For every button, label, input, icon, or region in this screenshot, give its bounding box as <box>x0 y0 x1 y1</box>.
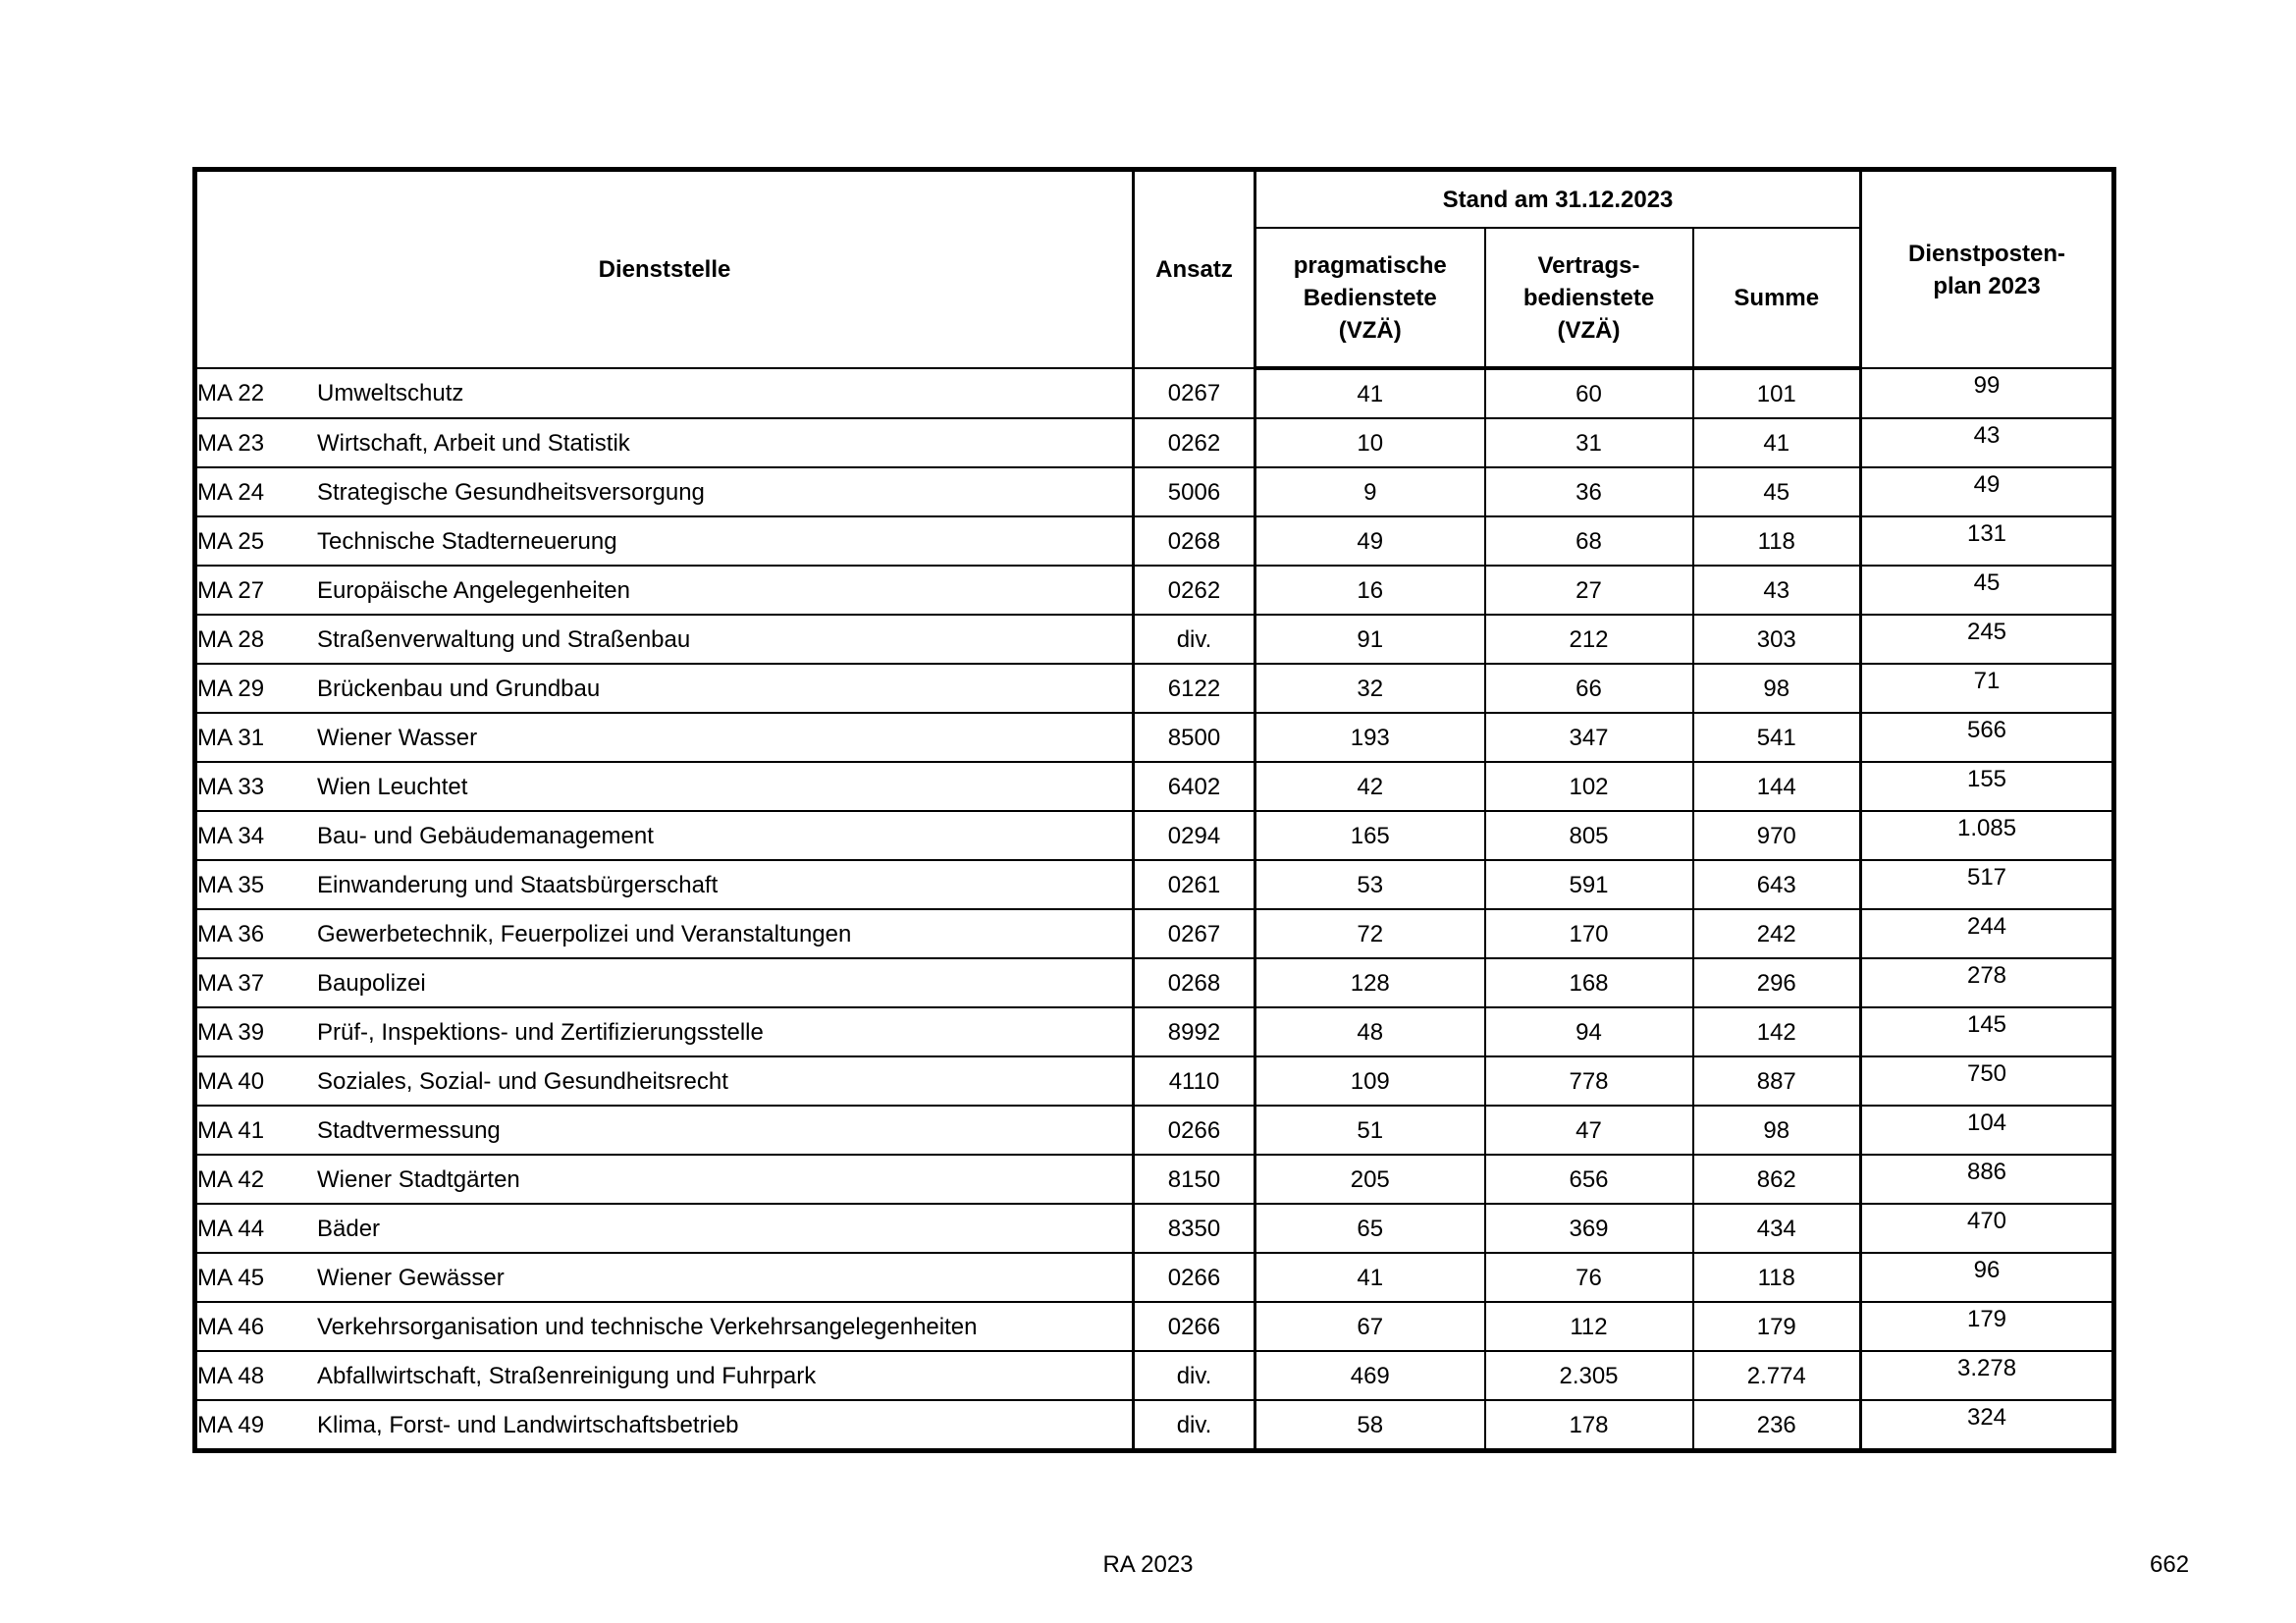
cell-ansatz: 8500 <box>1134 713 1255 762</box>
org-name: Stadtvermessung <box>317 1116 501 1144</box>
cell-ansatz: div. <box>1134 615 1255 664</box>
org-code: MA 39 <box>197 1018 265 1046</box>
cell-pragmatisch: 165 <box>1255 811 1485 860</box>
cell-dienstpostenplan: 244 <box>1861 909 2114 958</box>
cell-pragmatisch: 193 <box>1255 713 1485 762</box>
cell-dienstpostenplan: 155 <box>1861 762 2114 811</box>
cell-dienstpostenplan: 324 <box>1861 1400 2114 1451</box>
cell-pragmatisch: 10 <box>1255 418 1485 467</box>
table-row <box>195 811 2114 860</box>
org-code: MA 35 <box>197 871 265 898</box>
table-row <box>195 1007 2114 1056</box>
cell-ansatz: 0266 <box>1134 1302 1255 1351</box>
cell-vertrag: 212 <box>1485 615 1693 664</box>
org-name: Wiener Wasser <box>317 724 478 751</box>
cell-ansatz: 0268 <box>1134 516 1255 566</box>
cell-dienststelle <box>195 516 1134 566</box>
cell-pragmatisch: 32 <box>1255 664 1485 713</box>
cell-dienstpostenplan: 145 <box>1861 1007 2114 1056</box>
table-row <box>195 1302 2114 1351</box>
org-code: MA 22 <box>197 380 265 406</box>
table-row <box>195 713 2114 762</box>
cell-vertrag: 112 <box>1485 1302 1693 1351</box>
org-code: MA 41 <box>197 1116 265 1144</box>
staff-table <box>192 167 2116 1453</box>
header-pragmatisch-line-3: (VZÄ) <box>1338 316 1402 344</box>
cell-vertrag: 76 <box>1485 1253 1693 1302</box>
cell-dienstpostenplan: 245 <box>1861 615 2114 664</box>
cell-pragmatisch: 91 <box>1255 615 1485 664</box>
header-summe: Summe <box>1693 228 1861 368</box>
cell-summe: 41 <box>1693 418 1861 467</box>
cell-ansatz: 0266 <box>1134 1253 1255 1302</box>
cell-dienststelle <box>195 1302 1134 1351</box>
cell-ansatz: 0268 <box>1134 958 1255 1007</box>
header-vertrag-line-2: bedienstete <box>1522 284 1655 311</box>
cell-vertrag: 591 <box>1485 860 1693 909</box>
cell-summe: 142 <box>1693 1007 1861 1056</box>
cell-dienststelle <box>195 1056 1134 1106</box>
cell-ansatz: 0262 <box>1134 566 1255 615</box>
cell-ansatz: 0262 <box>1134 418 1255 467</box>
org-name: Technische Stadterneuerung <box>317 527 617 555</box>
cell-ansatz: 0267 <box>1134 368 1255 418</box>
cell-dienstpostenplan: 71 <box>1861 664 2114 713</box>
cell-dienststelle <box>195 1253 1134 1302</box>
table-row <box>195 860 2114 909</box>
cell-vertrag: 47 <box>1485 1106 1693 1155</box>
org-name: Abfallwirtschaft, Straßenreinigung und Fuhrpark <box>317 1362 817 1389</box>
cell-pragmatisch: 205 <box>1255 1155 1485 1204</box>
cell-dienststelle <box>195 811 1134 860</box>
org-name: Bäder <box>317 1215 381 1242</box>
table-row <box>195 467 2114 516</box>
cell-dienstpostenplan: 3.278 <box>1861 1351 2114 1400</box>
org-name: Prüf-, Inspektions- und Zertifizierungsstelle <box>317 1018 764 1046</box>
header-vertrag <box>1485 228 1693 368</box>
cell-pragmatisch: 48 <box>1255 1007 1485 1056</box>
org-code: MA 46 <box>197 1313 265 1340</box>
cell-vertrag: 347 <box>1485 713 1693 762</box>
org-name: Wiener Gewässer <box>317 1264 505 1291</box>
org-name: Gewerbetechnik, Feuerpolizei und Veranstaltungen <box>317 920 852 947</box>
header-ansatz: Ansatz <box>1134 170 1255 369</box>
cell-ansatz: 8992 <box>1134 1007 1255 1056</box>
table-row <box>195 418 2114 467</box>
cell-summe: 887 <box>1693 1056 1861 1106</box>
cell-vertrag: 805 <box>1485 811 1693 860</box>
cell-pragmatisch: 41 <box>1255 368 1485 418</box>
org-code: MA 42 <box>197 1165 265 1193</box>
org-code: MA 28 <box>197 625 265 653</box>
table-row <box>195 1400 2114 1451</box>
cell-vertrag: 60 <box>1485 368 1693 418</box>
org-code: MA 44 <box>197 1215 265 1242</box>
table-row <box>195 909 2114 958</box>
table-row <box>195 516 2114 566</box>
org-name: Europäische Angelegenheiten <box>317 576 630 604</box>
cell-dienststelle <box>195 1106 1134 1155</box>
cell-ansatz: 6402 <box>1134 762 1255 811</box>
header-dienststelle: Dienststelle <box>195 170 1134 369</box>
cell-summe: 236 <box>1693 1400 1861 1451</box>
cell-pragmatisch: 128 <box>1255 958 1485 1007</box>
cell-ansatz: 0261 <box>1134 860 1255 909</box>
table-row <box>195 1204 2114 1253</box>
cell-ansatz: 6122 <box>1134 664 1255 713</box>
cell-vertrag: 68 <box>1485 516 1693 566</box>
cell-dienstpostenplan: 179 <box>1861 1302 2114 1351</box>
header-dienstpostenplan <box>1861 170 2114 369</box>
header-plan-line-2: plan 2023 <box>1933 272 2041 299</box>
header-pragmatisch-line-2: Bedienstete <box>1303 284 1437 311</box>
cell-pragmatisch: 65 <box>1255 1204 1485 1253</box>
org-name: Strategische Gesundheitsversorgung <box>317 478 705 506</box>
table-row <box>195 1351 2114 1400</box>
cell-dienstpostenplan: 750 <box>1861 1056 2114 1106</box>
cell-vertrag: 66 <box>1485 664 1693 713</box>
cell-ansatz: 0267 <box>1134 909 1255 958</box>
cell-dienstpostenplan: 278 <box>1861 958 2114 1007</box>
cell-vertrag: 778 <box>1485 1056 1693 1106</box>
table-body <box>195 368 2114 1451</box>
cell-dienststelle <box>195 909 1134 958</box>
org-code: MA 31 <box>197 724 265 751</box>
cell-summe: 970 <box>1693 811 1861 860</box>
cell-pragmatisch: 42 <box>1255 762 1485 811</box>
cell-dienstpostenplan: 96 <box>1861 1253 2114 1302</box>
cell-dienststelle <box>195 1400 1134 1451</box>
cell-dienststelle <box>195 418 1134 467</box>
cell-vertrag: 170 <box>1485 909 1693 958</box>
cell-dienstpostenplan: 470 <box>1861 1204 2114 1253</box>
cell-vertrag: 27 <box>1485 566 1693 615</box>
table-row <box>195 1056 2114 1106</box>
cell-pragmatisch: 67 <box>1255 1302 1485 1351</box>
org-name: Soziales, Sozial- und Gesundheitsrecht <box>317 1067 728 1095</box>
org-code: MA 37 <box>197 969 265 997</box>
cell-ansatz: 4110 <box>1134 1056 1255 1106</box>
org-name: Wien Leuchtet <box>317 773 468 800</box>
org-code: MA 24 <box>197 478 265 506</box>
cell-pragmatisch: 9 <box>1255 467 1485 516</box>
footer-title: RA 2023 <box>1102 1551 1194 1578</box>
org-name: Wiener Stadtgärten <box>317 1165 520 1193</box>
cell-dienstpostenplan: 49 <box>1861 467 2114 516</box>
header-stand-group: Stand am 31.12.2023 <box>1255 170 1861 229</box>
cell-ansatz: 8150 <box>1134 1155 1255 1204</box>
header-vertrag-line-3: (VZÄ) <box>1557 316 1621 344</box>
cell-vertrag: 94 <box>1485 1007 1693 1056</box>
cell-dienststelle <box>195 1204 1134 1253</box>
table-row <box>195 664 2114 713</box>
header-plan-line-1: Dienstposten- <box>1908 240 2066 267</box>
header-vertrag-line-1: Vertrags- <box>1537 251 1640 279</box>
cell-pragmatisch: 41 <box>1255 1253 1485 1302</box>
cell-summe: 45 <box>1693 467 1861 516</box>
org-name: Straßenverwaltung und Straßenbau <box>317 625 691 653</box>
org-code: MA 40 <box>197 1067 265 1095</box>
cell-dienststelle <box>195 1155 1134 1204</box>
cell-dienststelle <box>195 664 1134 713</box>
cell-ansatz: 8350 <box>1134 1204 1255 1253</box>
table-row <box>195 566 2114 615</box>
cell-summe: 303 <box>1693 615 1861 664</box>
cell-vertrag: 369 <box>1485 1204 1693 1253</box>
cell-dienststelle <box>195 1007 1134 1056</box>
cell-dienstpostenplan: 99 <box>1861 368 2114 418</box>
cell-summe: 179 <box>1693 1302 1861 1351</box>
cell-summe: 144 <box>1693 762 1861 811</box>
header-pragmatisch <box>1255 228 1485 368</box>
org-name: Wirtschaft, Arbeit und Statistik <box>317 429 630 457</box>
cell-vertrag: 2.305 <box>1485 1351 1693 1400</box>
cell-dienstpostenplan: 43 <box>1861 418 2114 467</box>
cell-summe: 643 <box>1693 860 1861 909</box>
cell-dienstpostenplan: 131 <box>1861 516 2114 566</box>
cell-pragmatisch: 469 <box>1255 1351 1485 1400</box>
table-row <box>195 1253 2114 1302</box>
cell-dienststelle <box>195 368 1134 418</box>
cell-vertrag: 178 <box>1485 1400 1693 1451</box>
cell-vertrag: 168 <box>1485 958 1693 1007</box>
cell-pragmatisch: 51 <box>1255 1106 1485 1155</box>
cell-vertrag: 656 <box>1485 1155 1693 1204</box>
cell-dienststelle <box>195 958 1134 1007</box>
table-row <box>195 1106 2114 1155</box>
cell-summe: 862 <box>1693 1155 1861 1204</box>
cell-dienststelle <box>195 615 1134 664</box>
cell-dienststelle <box>195 566 1134 615</box>
cell-dienststelle <box>195 467 1134 516</box>
cell-summe: 43 <box>1693 566 1861 615</box>
cell-dienstpostenplan: 104 <box>1861 1106 2114 1155</box>
org-code: MA 45 <box>197 1264 265 1291</box>
cell-pragmatisch: 16 <box>1255 566 1485 615</box>
org-code: MA 23 <box>197 429 265 457</box>
cell-summe: 541 <box>1693 713 1861 762</box>
org-name: Verkehrsorganisation und technische Verkehrsangelegenheiten <box>317 1313 978 1340</box>
cell-summe: 2.774 <box>1693 1351 1861 1400</box>
cell-ansatz: 0294 <box>1134 811 1255 860</box>
cell-vertrag: 36 <box>1485 467 1693 516</box>
org-code: MA 36 <box>197 920 265 947</box>
cell-summe: 118 <box>1693 516 1861 566</box>
cell-pragmatisch: 109 <box>1255 1056 1485 1106</box>
cell-summe: 118 <box>1693 1253 1861 1302</box>
cell-pragmatisch: 53 <box>1255 860 1485 909</box>
cell-vertrag: 102 <box>1485 762 1693 811</box>
cell-pragmatisch: 72 <box>1255 909 1485 958</box>
cell-summe: 98 <box>1693 664 1861 713</box>
cell-summe: 101 <box>1693 368 1861 418</box>
cell-pragmatisch: 58 <box>1255 1400 1485 1451</box>
org-code: MA 49 <box>197 1411 265 1438</box>
table-row <box>195 368 2114 418</box>
org-name: Bau- und Gebäudemanagement <box>317 822 654 849</box>
cell-dienstpostenplan: 886 <box>1861 1155 2114 1204</box>
cell-dienstpostenplan: 566 <box>1861 713 2114 762</box>
cell-ansatz: div. <box>1134 1400 1255 1451</box>
org-code: MA 48 <box>197 1362 265 1389</box>
cell-dienstpostenplan: 45 <box>1861 566 2114 615</box>
org-code: MA 25 <box>197 527 265 555</box>
org-code: MA 34 <box>197 822 265 849</box>
page-number: 662 <box>2150 1551 2190 1578</box>
cell-pragmatisch: 49 <box>1255 516 1485 566</box>
org-code: MA 27 <box>197 576 265 604</box>
table-row <box>195 958 2114 1007</box>
org-name: Einwanderung und Staatsbürgerschaft <box>317 871 719 898</box>
header-pragmatisch-line-1: pragmatische <box>1293 251 1447 279</box>
cell-dienstpostenplan: 1.085 <box>1861 811 2114 860</box>
staff-table-container <box>192 167 2111 1453</box>
cell-summe: 296 <box>1693 958 1861 1007</box>
org-name: Umweltschutz <box>317 380 464 406</box>
cell-ansatz: div. <box>1134 1351 1255 1400</box>
cell-dienststelle <box>195 762 1134 811</box>
table-row <box>195 762 2114 811</box>
cell-dienststelle <box>195 860 1134 909</box>
cell-summe: 242 <box>1693 909 1861 958</box>
org-code: MA 29 <box>197 675 265 702</box>
org-code: MA 33 <box>197 773 265 800</box>
org-name: Baupolizei <box>317 969 426 997</box>
cell-dienstpostenplan: 517 <box>1861 860 2114 909</box>
table-row <box>195 1155 2114 1204</box>
cell-ansatz: 5006 <box>1134 467 1255 516</box>
cell-ansatz: 0266 <box>1134 1106 1255 1155</box>
cell-dienststelle <box>195 1351 1134 1400</box>
org-name: Klima, Forst- und Landwirtschaftsbetrieb <box>317 1411 739 1438</box>
org-name: Brückenbau und Grundbau <box>317 675 601 702</box>
cell-vertrag: 31 <box>1485 418 1693 467</box>
cell-summe: 98 <box>1693 1106 1861 1155</box>
table-row <box>195 615 2114 664</box>
cell-dienststelle <box>195 713 1134 762</box>
cell-summe: 434 <box>1693 1204 1861 1253</box>
